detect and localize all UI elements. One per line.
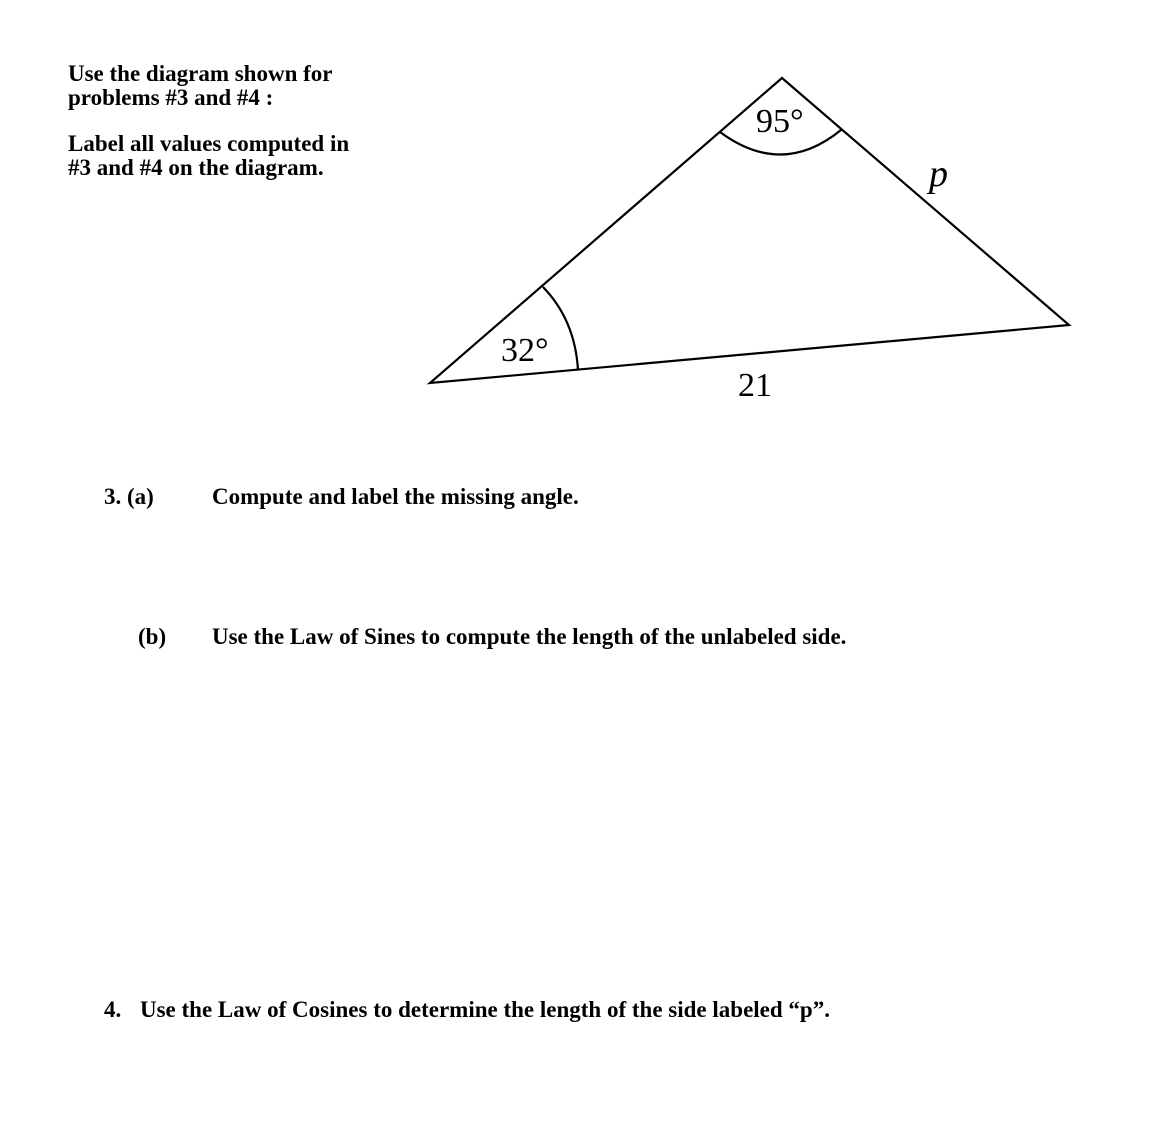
side-label-bottom: 21	[738, 367, 772, 404]
question-3b-number: (b)	[138, 624, 167, 649]
question-3b	[138, 624, 1038, 652]
instructions-line-4: #3 and #4 on the diagram.	[68, 155, 324, 180]
instructions-line-2: problems #3 and #4 :	[68, 85, 274, 110]
question-4-text: Use the Law of Cosines to determine the length of the side labeled “p”.	[140, 997, 830, 1022]
angle-label-top: 95°	[756, 103, 804, 140]
instructions-line-1: Use the diagram shown for	[68, 61, 333, 86]
question-3a	[104, 484, 904, 512]
question-3a-text: Compute and label the missing angle.	[212, 484, 579, 509]
instructions-line-3: Label all values computed in	[68, 131, 350, 156]
question-4	[104, 997, 1004, 1025]
question-3b-text: Use the Law of Sines to compute the length of the unlabeled side.	[212, 624, 847, 649]
angle-label-left: 32°	[501, 332, 549, 369]
side-label-p: p	[929, 153, 948, 195]
question-3a-number: 3. (a)	[104, 484, 154, 509]
question-4-number: 4.	[104, 997, 122, 1022]
